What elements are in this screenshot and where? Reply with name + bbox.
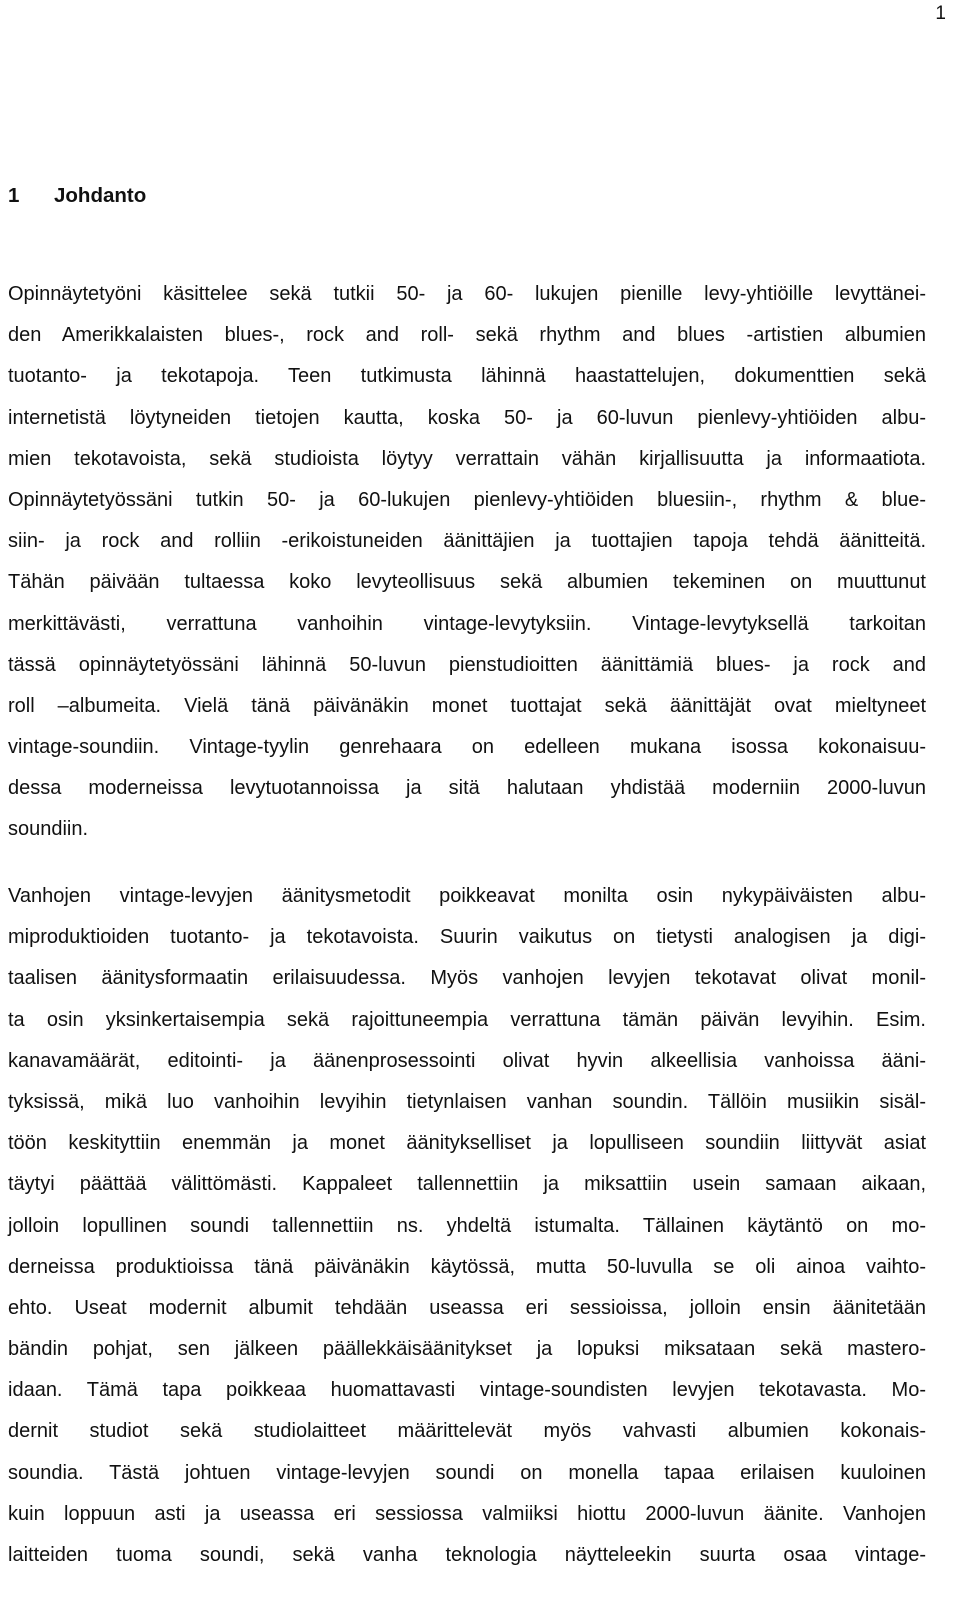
- text-line: soundiin.: [8, 818, 89, 841]
- text-line: bändin pohjat, sen jälkeen päällekkäisäänitykset ja lopuksi miksataan sekä mastero-: [8, 1338, 926, 1361]
- text-line: merkittävästi, verrattuna vanhoihin vintage-levytyksiin. Vintage-levytyksellä tarkoitan: [8, 612, 926, 635]
- section-heading: [8, 183, 146, 209]
- text-line: kanavamäärät, editointi- ja äänenprosessointi olivat hyvin alkeellisia vanhoissa ääni-: [8, 1049, 926, 1072]
- text-line: dessa moderneissa levytuotannoissa ja sitä halutaan yhdistää moderniin 2000-luvun: [8, 777, 926, 800]
- body-paragraph-1: [8, 274, 926, 851]
- text-line: soundia. Tästä johtuen vintage-levyjen soundi on monella tapaa erilaisen kuuloinen: [8, 1461, 926, 1484]
- text-line: tuotanto- ja tekotapoja. Teen tutkimusta lähinnä haastattelujen, dokumenttien sekä: [8, 365, 926, 388]
- text-line: dernit studiot sekä studiolaitteet määrittelevät myös vahvasti albumien kokonais-: [8, 1420, 926, 1443]
- text-line: jolloin lopullinen soundi tallennettiin ns. yhdeltä istumalta. Tällainen käytäntö on mo-: [8, 1214, 926, 1237]
- text-line: idaan. Tämä tapa poikkeaa huomattavasti vintage-soundisten levyjen tekotavasta. Mo-: [8, 1379, 926, 1402]
- body-paragraph-2: [8, 876, 926, 1576]
- text-line: Opinnäytetyössäni tutkin 50- ja 60-lukujen pienlevy-yhtiöiden bluesiin-, rhythm & blue-: [8, 488, 926, 511]
- text-line: töön keskityttiin enemmän ja monet äänitykselliset ja lopulliseen soundiin liittyvät asiat: [8, 1132, 926, 1155]
- text-line: täytyi päättää välittömästi. Kappaleet tallennettiin ja miksattiin usein samaan aikaan,: [8, 1173, 926, 1196]
- text-line: Opinnäytetyöni käsittelee sekä tutkii 50- ja 60- lukujen pienille levy-yhtiöille levyttänei-: [8, 283, 926, 305]
- text-line: Tähän päivään tultaessa koko levyteollisuus sekä albumien tekeminen on muuttunut: [8, 571, 926, 594]
- text-line: laitteiden tuoma soundi, sekä vanha teknologia näytteleekin suurta osaa vintage-: [8, 1544, 926, 1566]
- text-line: ta osin yksinkertaisempia sekä rajoittuneempia verrattuna tämän päivän levyihin. Esim.: [8, 1008, 926, 1031]
- text-line: derneissa produktioissa tänä päivänäkin käytössä, mutta 50-luvulla se oli ainoa vaihto-: [8, 1255, 926, 1278]
- text-line: mien tekotavoista, sekä studioista löytyy verrattain vähän kirjallisuutta ja informaatiota.: [8, 447, 926, 470]
- text-line: tässä opinnäytetyössäni lähinnä 50-luvun pienstudioitten äänittämiä blues- ja rock and: [8, 653, 926, 676]
- text-line: den Amerikkalaisten blues-, rock and roll- sekä rhythm and blues -artistien albumien: [8, 324, 926, 347]
- text-line: roll –albumeita. Vielä tänä päivänäkin monet tuottajat sekä äänittäjät ovat mieltyneet: [8, 694, 926, 717]
- section-title: Johdanto: [54, 184, 147, 207]
- text-line: kuin loppuun asti ja useassa eri sessiossa valmiiksi hiottu 2000-luvun äänite. Vanhojen: [8, 1502, 926, 1525]
- text-line: vintage-soundiin. Vintage-tyylin genrehaara on edelleen mukana isossa kokonaisuu-: [8, 736, 926, 759]
- text-line: siin- ja rock and rolliin -erikoistuneiden äänittäjien ja tuottajien tapoja tehdä äänitteitä.: [8, 530, 926, 553]
- text-line: Vanhojen vintage-levyjen äänitysmetodit poikkeavat monilta osin nykypäiväisten albu-: [8, 885, 926, 907]
- text-line: tyksissä, mikä luo vanhoihin levyihin tietynlaisen vanhan soundin. Tällöin musiikin sisäl-: [8, 1090, 926, 1113]
- section-number: 1: [8, 184, 20, 207]
- page-number: 1: [935, 3, 946, 24]
- text-line: taalisen äänitysformaatin erilaisuudessa. Myös vanhojen levyjen tekotavat olivat monil-: [8, 967, 926, 990]
- text-line: internetistä löytyneiden tietojen kautta, koska 50- ja 60-luvun pienlevy-yhtiöiden albu-: [8, 406, 926, 429]
- text-line: ehto. Useat modernit albumit tehdään useassa eri sessioissa, jolloin ensin äänitetään: [8, 1296, 926, 1319]
- text-line: miproduktioiden tuotanto- ja tekotavoista. Suurin vaikutus on tietysti analogisen ja digi-: [8, 926, 926, 949]
